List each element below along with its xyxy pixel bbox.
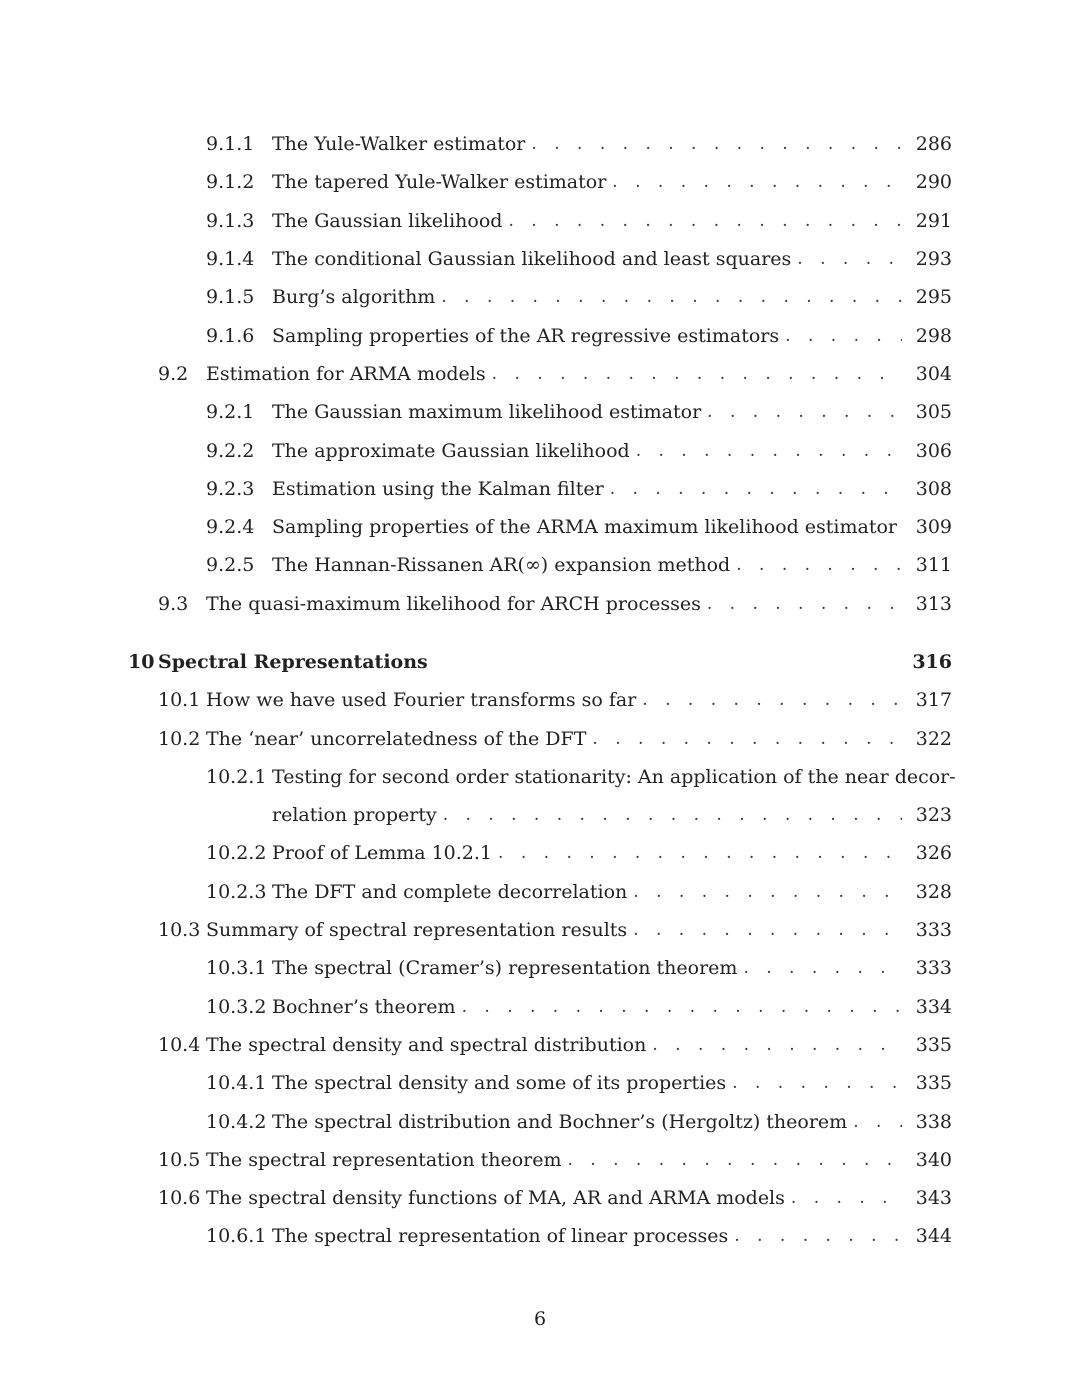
toc-entry-page: 295	[915, 286, 952, 309]
toc-entry[interactable]	[0, 355, 1080, 393]
toc-entry-title: Sampling properties of the ARMA maximum likelihood estimator	[272, 516, 897, 539]
toc-entry[interactable]	[0, 125, 1080, 163]
toc-entry-page: 328	[915, 880, 952, 903]
dot-leader	[797, 249, 902, 269]
toc-entry-page: 322	[915, 727, 952, 750]
dot-leader	[732, 1073, 902, 1093]
dot-leader	[785, 326, 902, 346]
toc-entry-title: The ‘near’ uncorrelatedness of the DFT	[206, 727, 587, 750]
toc-entry[interactable]	[0, 1179, 1080, 1217]
toc-entry-title: The spectral representation of linear processes	[272, 1225, 729, 1248]
toc-entry-title: Proof of Lemma 10.2.1	[272, 842, 493, 865]
toc-chapter-entry[interactable]	[0, 643, 1080, 681]
toc-entry-title: Estimation using the Kalman filter	[272, 477, 604, 500]
toc-entry[interactable]	[0, 873, 1080, 911]
toc-entry[interactable]	[0, 240, 1080, 278]
dot-leader	[568, 1150, 903, 1170]
toc-entry[interactable]	[0, 1141, 1080, 1179]
dot-leader	[707, 594, 902, 614]
toc-entry-number: 9.1.5	[206, 286, 255, 309]
dot-leader	[612, 172, 902, 192]
toc-entry[interactable]	[0, 431, 1080, 469]
toc-entry[interactable]	[0, 470, 1080, 508]
dot-leader	[508, 211, 902, 231]
dot-leader	[633, 920, 902, 940]
toc-entry-title: The spectral density functions of MA, AR and ARMA models	[206, 1187, 785, 1210]
toc-entry-number: 10.2.2	[206, 842, 267, 865]
toc-entry[interactable]	[0, 1026, 1080, 1064]
toc-entry[interactable]	[0, 1064, 1080, 1102]
toc-entry[interactable]	[0, 758, 1080, 796]
toc-entry-page: 313	[915, 592, 952, 615]
dot-leader	[707, 402, 902, 422]
toc-entry-number: 9.1.4	[206, 248, 255, 271]
toc-entry-title: Summary of spectral representation results	[206, 919, 628, 942]
toc-entry-title: Sampling properties of the AR regressive estimators	[272, 324, 780, 347]
toc-entry-number: 9.2.4	[206, 516, 255, 539]
dot-leader	[853, 1112, 902, 1132]
dot-leader	[610, 479, 902, 499]
dot-leader	[531, 134, 902, 154]
toc-entry-title: relation property	[272, 804, 437, 827]
toc-entry[interactable]	[0, 393, 1080, 431]
toc-entry-title: The quasi-maximum likelihood for ARCH processes	[206, 592, 701, 615]
toc-entry-title: The spectral density and spectral distribution	[206, 1033, 647, 1056]
toc-entry-number: 9.2.1	[206, 401, 255, 424]
toc-entry[interactable]	[0, 1102, 1080, 1140]
toc-entry-page: 290	[915, 171, 952, 194]
dot-leader	[652, 1035, 902, 1055]
toc-entry-number: 10.2.3	[206, 880, 267, 903]
toc-entry-page: 326	[915, 842, 952, 865]
toc-entry-title: The Gaussian maximum likelihood estimator	[272, 401, 702, 424]
toc-entry-page: 335	[915, 1033, 952, 1056]
toc-entry-number: 10.3.2	[206, 995, 267, 1018]
toc-entry-title: The DFT and complete decorrelation	[272, 880, 628, 903]
toc-entry-number: 10.1	[158, 689, 201, 712]
dot-leader	[492, 364, 902, 384]
toc-entry[interactable]	[0, 988, 1080, 1026]
toc-entry-number: 10.5	[158, 1148, 201, 1171]
page-number: 6	[533, 1308, 547, 1330]
toc-entry-number: 10.3	[158, 919, 201, 942]
toc-entry-number: 9.1.1	[206, 133, 255, 156]
toc-entry[interactable]	[0, 949, 1080, 987]
toc-entry-page: 298	[915, 324, 952, 347]
toc-entry-number: 9.2	[158, 362, 189, 385]
toc-entry-title: Spectral Representations	[158, 651, 428, 673]
toc-entry-title: The conditional Gaussian likelihood and least squares	[272, 248, 792, 271]
toc-entry-page: 333	[915, 919, 952, 942]
dot-leader	[642, 690, 902, 710]
toc-entry[interactable]	[0, 681, 1080, 719]
toc-entry-page: 338	[915, 1110, 952, 1133]
toc-entry-number: 9.3	[158, 592, 189, 615]
toc-entry-title: The spectral distribution and Bochner’s (Hergoltz) theorem	[272, 1110, 848, 1133]
toc-entry-title: The spectral representation theorem	[206, 1148, 562, 1171]
toc-entry[interactable]	[0, 508, 1080, 546]
toc-entry-page: 286	[915, 133, 952, 156]
toc-entry-number: 10.4.2	[206, 1110, 267, 1133]
toc-entry-number: 10.6.1	[206, 1225, 267, 1248]
toc-entry-page: 323	[915, 804, 952, 827]
toc-entry-title: The Gaussian likelihood	[272, 209, 503, 232]
toc-entry-title: The spectral density and some of its properties	[272, 1072, 727, 1095]
dot-leader	[498, 843, 902, 863]
toc-entry-title: The spectral (Cramer’s) representation theorem	[272, 957, 738, 980]
toc-entry[interactable]	[0, 163, 1080, 201]
toc-entry[interactable]	[0, 585, 1080, 623]
dot-leader	[734, 1226, 902, 1246]
toc-entry-number: 10.2	[158, 727, 201, 750]
toc-entry-number: 10	[128, 651, 155, 673]
toc-entry-title: Estimation for ARMA models	[206, 362, 486, 385]
toc-entry-title: How we have used Fourier transforms so far	[206, 689, 637, 712]
toc-entry-page: 343	[915, 1187, 952, 1210]
toc-entry-page: 340	[915, 1148, 952, 1171]
dot-leader	[633, 882, 902, 902]
toc-entry-number: 9.1.2	[206, 171, 255, 194]
toc-entry-page: 316	[912, 651, 952, 673]
toc-entry-number: 10.4	[158, 1033, 201, 1056]
toc-entry-number: 10.2.1	[206, 765, 267, 788]
toc-entry-page: 305	[915, 401, 952, 424]
toc-entry[interactable]	[0, 546, 1080, 584]
toc-entry-page: 317	[915, 689, 952, 712]
dot-leader	[736, 555, 902, 575]
toc-entry-page: 335	[915, 1072, 952, 1095]
toc-entry[interactable]	[0, 202, 1080, 240]
dot-leader	[636, 441, 902, 461]
toc-entry-number: 10.6	[158, 1187, 201, 1210]
dot-leader	[441, 287, 902, 307]
toc-entry[interactable]	[0, 834, 1080, 872]
toc-entry[interactable]	[0, 316, 1080, 354]
toc-entry[interactable]	[0, 719, 1080, 757]
toc-entry-page: 293	[915, 248, 952, 271]
dot-leader	[462, 997, 902, 1017]
toc-entry-page: 306	[915, 439, 952, 462]
toc-entry-title: The approximate Gaussian likelihood	[272, 439, 630, 462]
toc-entry[interactable]	[0, 911, 1080, 949]
toc-entry-number: 9.2.5	[206, 554, 255, 577]
toc-entry-title: The Yule-Walker estimator	[272, 133, 526, 156]
toc-entry-page: 308	[915, 477, 952, 500]
toc-entry[interactable]	[0, 278, 1080, 316]
toc-entry-page: 334	[915, 995, 952, 1018]
toc-entry[interactable]	[0, 1217, 1080, 1255]
toc-entry-number: 10.3.1	[206, 957, 267, 980]
toc-entry-page: 291	[915, 209, 952, 232]
toc-entry-number: 9.1.6	[206, 324, 255, 347]
dot-leader	[443, 805, 902, 825]
toc-entry-number: 9.1.3	[206, 209, 255, 232]
toc-entry-page: 333	[915, 957, 952, 980]
toc-entry-page: 344	[915, 1225, 952, 1248]
toc-entry-page: 304	[915, 362, 952, 385]
toc-entry-title: Burg’s algorithm	[272, 286, 436, 309]
toc-entry-page: 311	[915, 554, 952, 577]
toc-entry-title: The tapered Yule-Walker estimator	[272, 171, 607, 194]
toc-entry-number: 9.2.3	[206, 477, 255, 500]
table-of-contents	[0, 125, 1080, 1256]
toc-entry-title: Testing for second order stationarity: An application of the near decor-	[272, 765, 956, 788]
toc-entry-number: 9.2.2	[206, 439, 255, 462]
toc-entry-title: The Hannan-Rissanen AR(∞) expansion method	[272, 554, 731, 577]
toc-entry-page: 309	[915, 516, 952, 539]
toc-entry-number: 10.4.1	[206, 1072, 267, 1095]
toc-entry-title: Bochner’s theorem	[272, 995, 456, 1018]
dot-leader	[592, 729, 902, 749]
dot-leader	[743, 958, 902, 978]
toc-entry[interactable]	[0, 796, 1080, 834]
dot-leader	[791, 1188, 902, 1208]
